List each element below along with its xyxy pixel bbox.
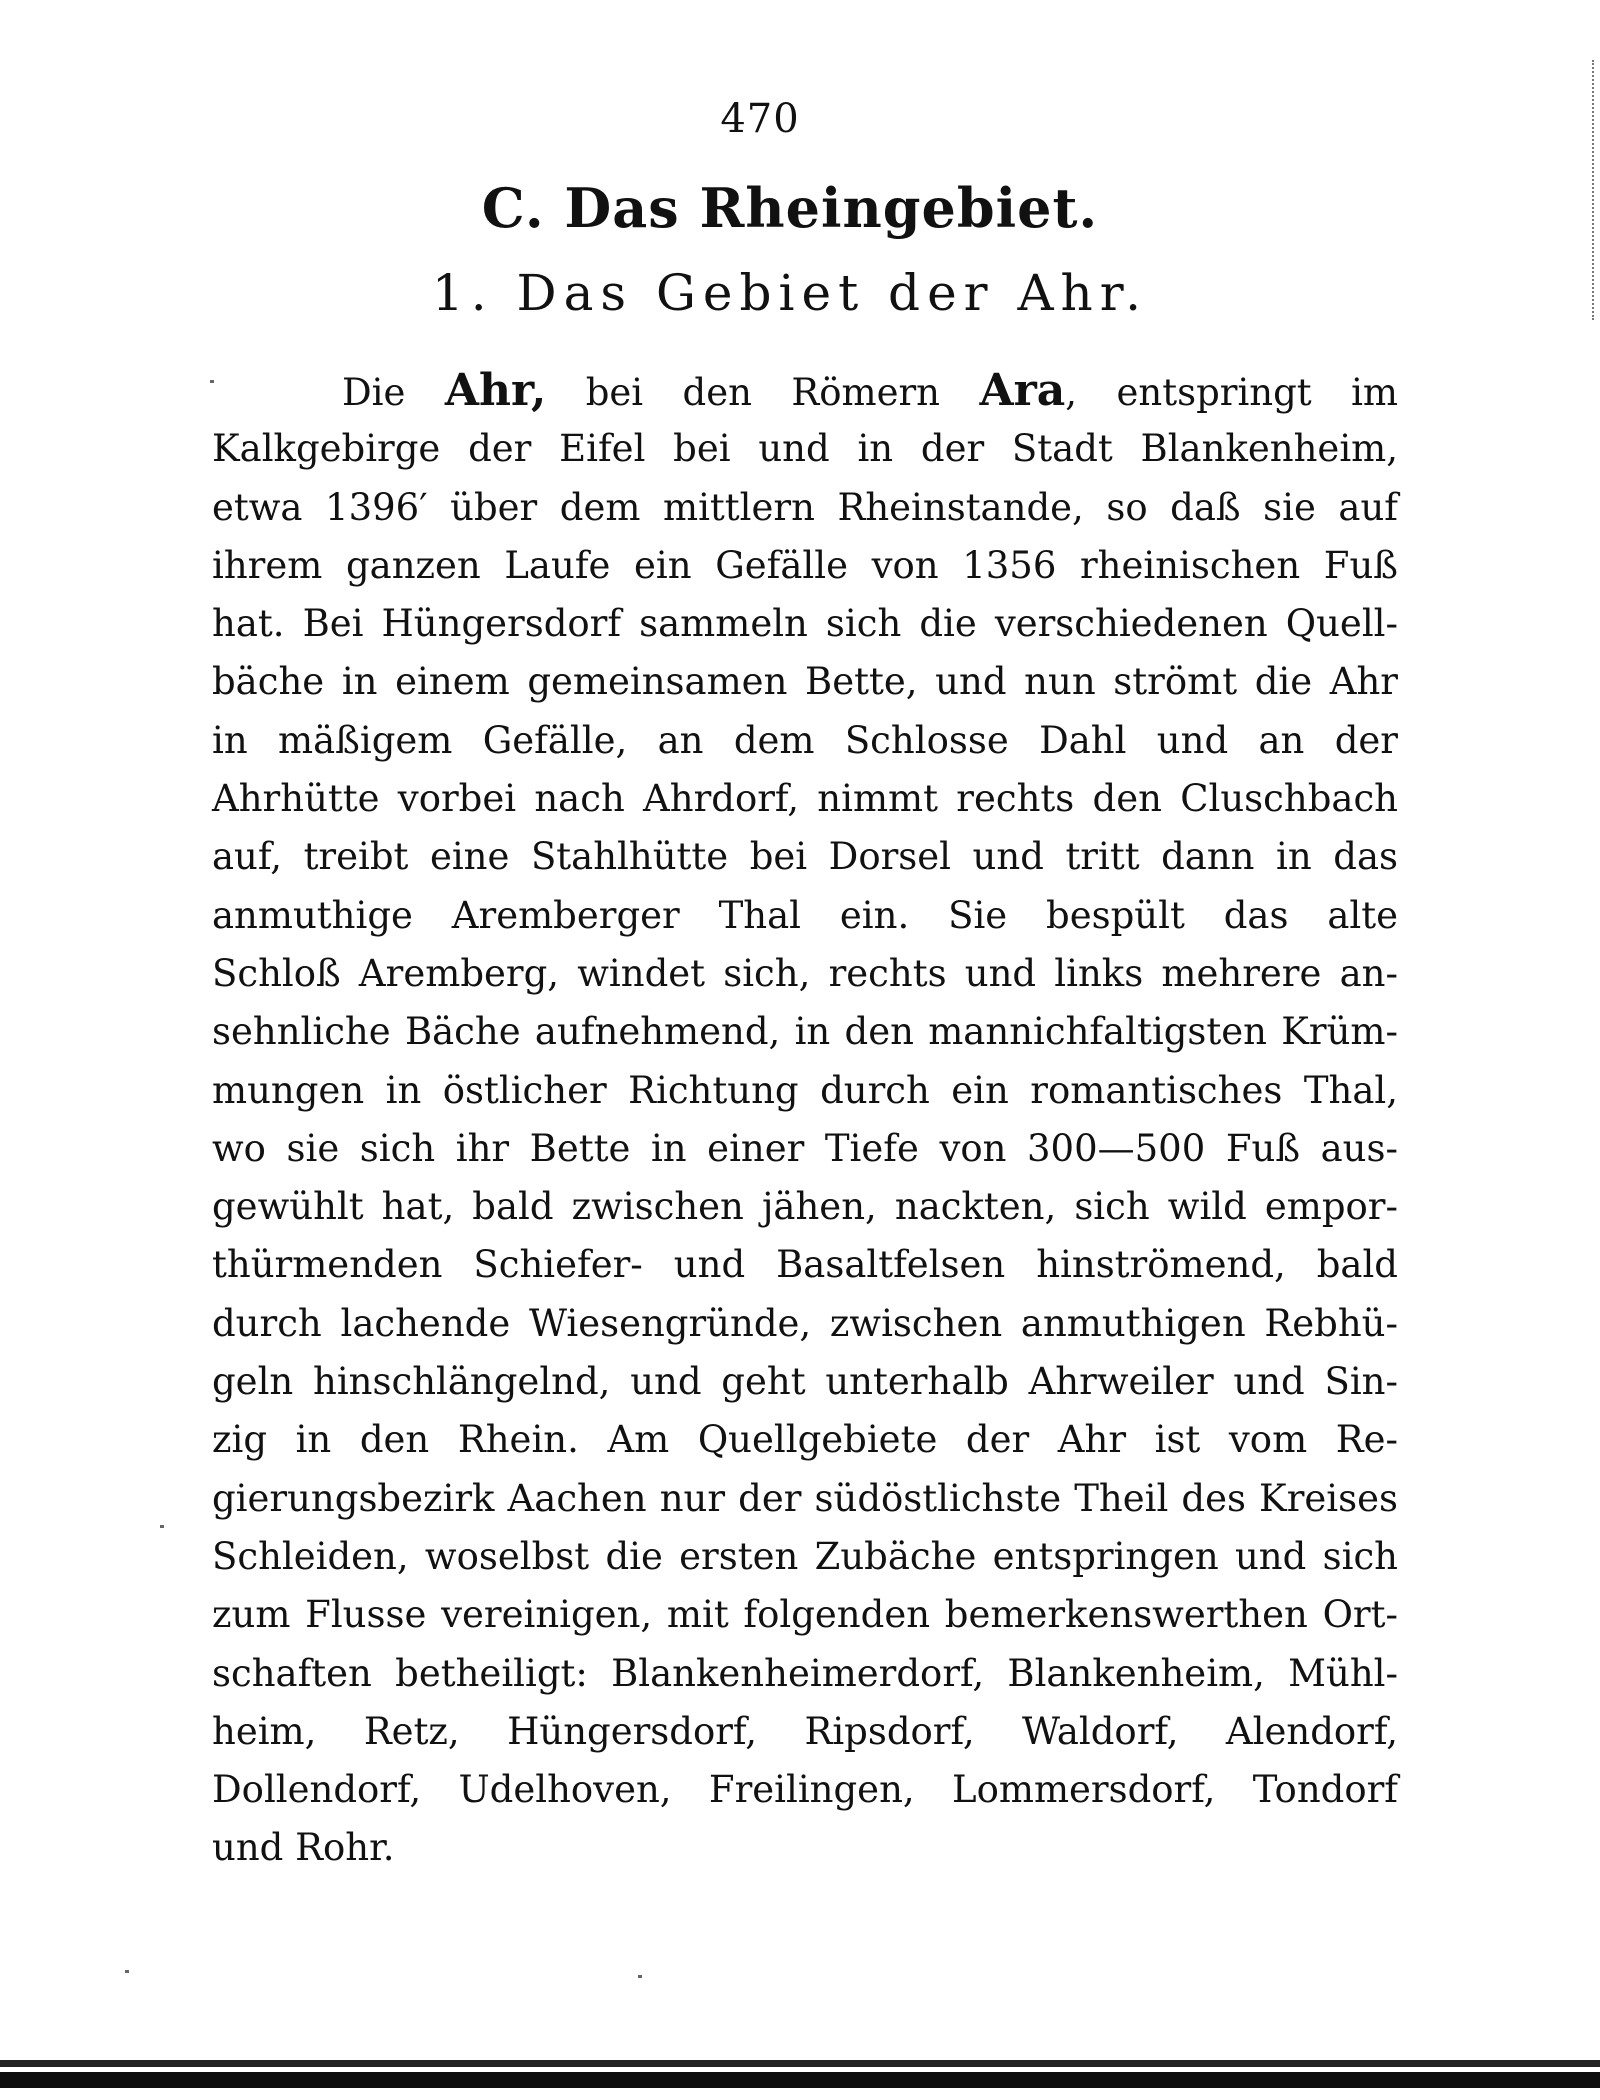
- text-line: [212, 828, 1398, 886]
- text-segment: bei den Römern: [546, 371, 980, 414]
- emphasized-term: Ara: [979, 365, 1066, 416]
- text-line: [212, 887, 1398, 945]
- text-line: [212, 479, 1398, 537]
- body-paragraph: [212, 362, 1398, 1878]
- text-segment: Dollendorf, Udelhoven, Freilingen, Lommersdorf, Tondorf: [212, 1768, 1398, 1812]
- text-line: [212, 1003, 1398, 1061]
- text-segment: sehnliche Bäche aufnehmend, in den mannichfaltigsten Krüm-: [212, 1010, 1398, 1054]
- text-line: [212, 420, 1398, 478]
- text-line: [212, 537, 1398, 595]
- scan-speck: [160, 1525, 164, 1528]
- text-segment: ihrem ganzen Laufe ein Gefälle von 1356 rheinischen Fuß: [212, 543, 1398, 587]
- text-line: [212, 1703, 1398, 1761]
- text-line: [212, 712, 1398, 770]
- text-line: [212, 1062, 1398, 1120]
- text-segment: Die: [342, 371, 445, 414]
- page-number: 470: [720, 96, 800, 142]
- page-edge-marks: [1584, 60, 1594, 320]
- text-segment: gewühlt hat, bald zwischen jähen, nackten, sich wild empor-: [212, 1185, 1398, 1229]
- text-line: [212, 945, 1398, 1003]
- text-segment: und Rohr.: [212, 1826, 395, 1870]
- text-line: [212, 1586, 1398, 1644]
- text-segment: auf, treibt eine Stahlhütte bei Dorsel und tritt dann in das: [212, 835, 1398, 879]
- text-line: [212, 1178, 1398, 1236]
- text-segment: wo sie sich ihr Bette in einer Tiefe von 300—500 Fuß aus-: [212, 1126, 1398, 1170]
- text-line: [212, 1236, 1398, 1294]
- text-segment: Schloß Aremberg, windet sich, rechts und links mehrere an-: [212, 951, 1398, 995]
- text-line: [212, 1470, 1398, 1528]
- text-segment: hat. Bei Hüngersdorf sammeln sich die verschiedenen Quell-: [212, 602, 1398, 646]
- text-segment: gierungsbezirk Aachen nur der südöstlichste Theil des Kreises: [212, 1476, 1398, 1520]
- bottom-rule-thick: [0, 2072, 1600, 2088]
- text-segment: Schleiden, woselbst die ersten Zubäche entspringen und sich: [212, 1534, 1398, 1578]
- text-line: [212, 1295, 1398, 1353]
- text-segment: anmuthige Aremberger Thal ein. Sie bespült das alte: [212, 893, 1398, 937]
- emphasized-term: Ahr,: [444, 365, 547, 416]
- text-segment: etwa 1396′ über dem mittlern Rheinstande, so daß sie auf: [212, 485, 1398, 529]
- text-segment: zum Flusse vereinigen, mit folgenden bemerkenswerthen Ort-: [212, 1593, 1398, 1637]
- text-segment: Ahrhütte vorbei nach Ahrdorf, nimmt rechts den Cluschbach: [212, 777, 1398, 821]
- bottom-rule-thin: [0, 2060, 1600, 2067]
- text-line: [212, 1353, 1398, 1411]
- text-segment: Kalkgebirge der Eifel bei und in der Stadt Blankenheim,: [212, 427, 1398, 471]
- text-segment: heim, Retz, Hüngersdorf, Ripsdorf, Waldorf, Alendorf,: [212, 1709, 1398, 1753]
- text-line: [212, 595, 1398, 653]
- text-segment: mungen in östlicher Richtung durch ein romantisches Thal,: [212, 1068, 1398, 1112]
- text-line: [212, 362, 1398, 420]
- text-line: [212, 1411, 1398, 1469]
- text-segment: thürmenden Schiefer- und Basaltfelsen hinströmend, bald: [212, 1243, 1398, 1287]
- text-segment: durch lachende Wiesengründe, zwischen anmuthigen Rebhü-: [212, 1301, 1398, 1345]
- text-segment: schaften betheiligt: Blankenheimerdorf, Blankenheim, Mühl-: [212, 1651, 1398, 1695]
- scan-speck: [125, 1970, 129, 1973]
- section-heading: 1. Das Gebiet der Ahr.: [431, 264, 1149, 322]
- text-segment: zig in den Rhein. Am Quellgebiete der Ahr ist vom Re-: [212, 1418, 1398, 1462]
- scan-speck: [638, 1975, 642, 1978]
- chapter-heading: C. Das Rheingebiet.: [481, 176, 1099, 240]
- text-line: [212, 1120, 1398, 1178]
- text-segment: geln hinschlängelnd, und geht unterhalb Ahrweiler und Sin-: [212, 1360, 1398, 1404]
- text-line: [212, 653, 1398, 711]
- text-segment: bäche in einem gemeinsamen Bette, und nun strömt die Ahr: [212, 660, 1398, 704]
- text-line: [212, 1645, 1398, 1703]
- text-line: [212, 1761, 1398, 1819]
- text-segment: in mäßigem Gefälle, an dem Schlosse Dahl und an der: [212, 718, 1398, 762]
- text-line: [212, 770, 1398, 828]
- text-line: [212, 1528, 1398, 1586]
- text-line: [212, 1819, 1398, 1877]
- text-segment: , entspringt im: [1065, 371, 1399, 414]
